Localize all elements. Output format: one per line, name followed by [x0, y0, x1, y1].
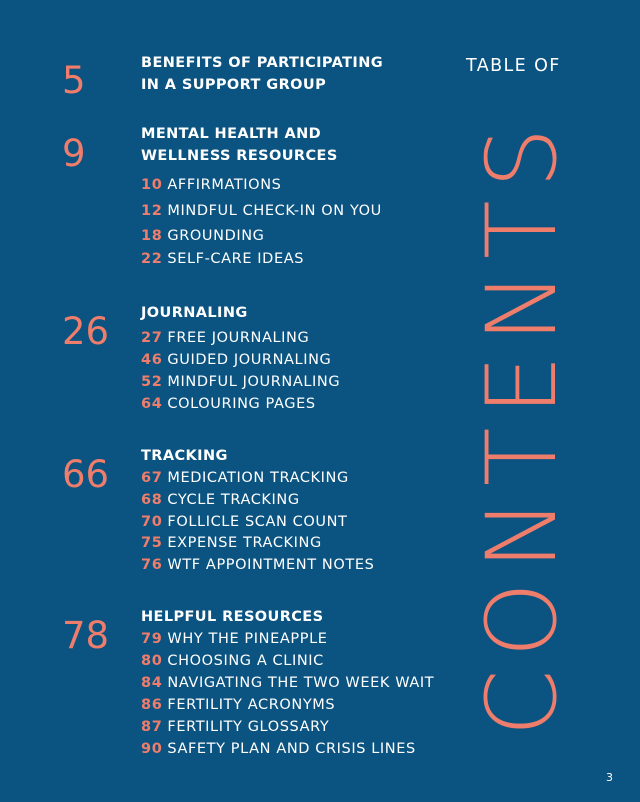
entry-label: FREE JOURNALING [167, 330, 310, 346]
table-of-heading: TABLE OF [466, 56, 561, 76]
toc-entry[interactable] [141, 555, 374, 575]
entry-label: WHY THE PINEAPPLE [167, 631, 328, 647]
entry-page-number: 87 [141, 719, 163, 735]
entry-label: EXPENSE TRACKING [167, 535, 322, 551]
entry-page-number: 68 [141, 492, 163, 508]
section-page-number: 9 [62, 132, 86, 175]
toc-entry[interactable] [141, 673, 434, 693]
entry-label: AFFIRMATIONS [167, 177, 282, 193]
page-number: 3 [606, 771, 613, 784]
toc-entry[interactable] [141, 468, 349, 488]
entry-page-number: 79 [141, 631, 163, 647]
entry-page-number: 84 [141, 675, 163, 691]
entry-label: SELF-CARE IDEAS [167, 251, 305, 267]
toc-entry[interactable] [141, 328, 309, 348]
entry-page-number: 86 [141, 697, 163, 713]
entry-label: SAFETY PLAN AND CRISIS LINES [167, 741, 416, 757]
toc-entry[interactable] [141, 651, 324, 671]
section-page-number: 66 [62, 453, 110, 496]
section-title[interactable] [141, 52, 383, 96]
section-title-line: HELPFUL RESOURCES [141, 609, 324, 625]
toc-entry[interactable] [141, 490, 300, 510]
section-title-line: TRACKING [141, 448, 228, 464]
toc-entry[interactable] [141, 695, 335, 715]
entry-page-number: 52 [141, 374, 163, 390]
toc-entry[interactable] [141, 739, 416, 759]
section-title-line: IN A SUPPORT GROUP [141, 77, 327, 93]
toc-entry[interactable] [141, 249, 304, 269]
section-page-number: 26 [62, 310, 110, 353]
entry-page-number: 90 [141, 741, 163, 757]
toc-entry[interactable] [141, 372, 340, 392]
entry-label: GUIDED JOURNALING [167, 352, 332, 368]
section-title[interactable] [141, 445, 228, 467]
entry-label: FOLLICLE SCAN COUNT [167, 514, 348, 530]
entry-label: MINDFUL JOURNALING [167, 374, 341, 390]
entry-page-number: 80 [141, 653, 163, 669]
entry-page-number: 18 [141, 228, 163, 244]
entry-page-number: 76 [141, 557, 163, 573]
entry-label: NAVIGATING THE TWO WEEK WAIT [167, 675, 435, 691]
entry-page-number: 22 [141, 251, 163, 267]
entry-page-number: 46 [141, 352, 163, 368]
entry-label: GROUNDING [167, 228, 265, 244]
toc-entry[interactable] [141, 533, 322, 553]
section-title[interactable] [141, 606, 323, 628]
entry-label: MINDFUL CHECK-IN ON YOU [167, 203, 382, 219]
toc-entry[interactable] [141, 717, 329, 737]
section-title-line: JOURNALING [141, 305, 248, 321]
toc-entry[interactable] [141, 226, 265, 246]
entry-label: COLOURING PAGES [167, 396, 316, 412]
entry-label: CHOOSING A CLINIC [167, 653, 324, 669]
toc-entry[interactable] [141, 512, 348, 532]
section-title[interactable] [141, 302, 248, 324]
entry-page-number: 12 [141, 203, 163, 219]
entry-page-number: 27 [141, 330, 163, 346]
toc-entry[interactable] [141, 350, 331, 370]
section-page-number: 78 [62, 614, 110, 657]
entry-page-number: 64 [141, 396, 163, 412]
section-title[interactable] [141, 123, 338, 167]
section-title-line: MENTAL HEALTH AND [141, 126, 322, 142]
entry-label: FERTILITY GLOSSARY [167, 719, 330, 735]
toc-entry[interactable] [141, 629, 328, 649]
entry-label: MEDICATION TRACKING [167, 470, 349, 486]
entry-page-number: 70 [141, 514, 163, 530]
entry-page-number: 10 [141, 177, 163, 193]
entry-page-number: 67 [141, 470, 163, 486]
toc-entry[interactable] [141, 175, 281, 195]
contents-vertical-title: CONTENTS [466, 115, 578, 737]
section-title-line: WELLNESS RESOURCES [141, 148, 338, 164]
section-title-line: BENEFITS OF PARTICIPATING [141, 55, 384, 71]
entry-label: CYCLE TRACKING [167, 492, 300, 508]
entry-label: WTF APPOINTMENT NOTES [167, 557, 375, 573]
entry-page-number: 75 [141, 535, 163, 551]
section-page-number: 5 [62, 59, 86, 102]
toc-entry[interactable] [141, 394, 316, 414]
entry-label: FERTILITY ACRONYMS [167, 697, 336, 713]
toc-entry[interactable] [141, 201, 382, 221]
